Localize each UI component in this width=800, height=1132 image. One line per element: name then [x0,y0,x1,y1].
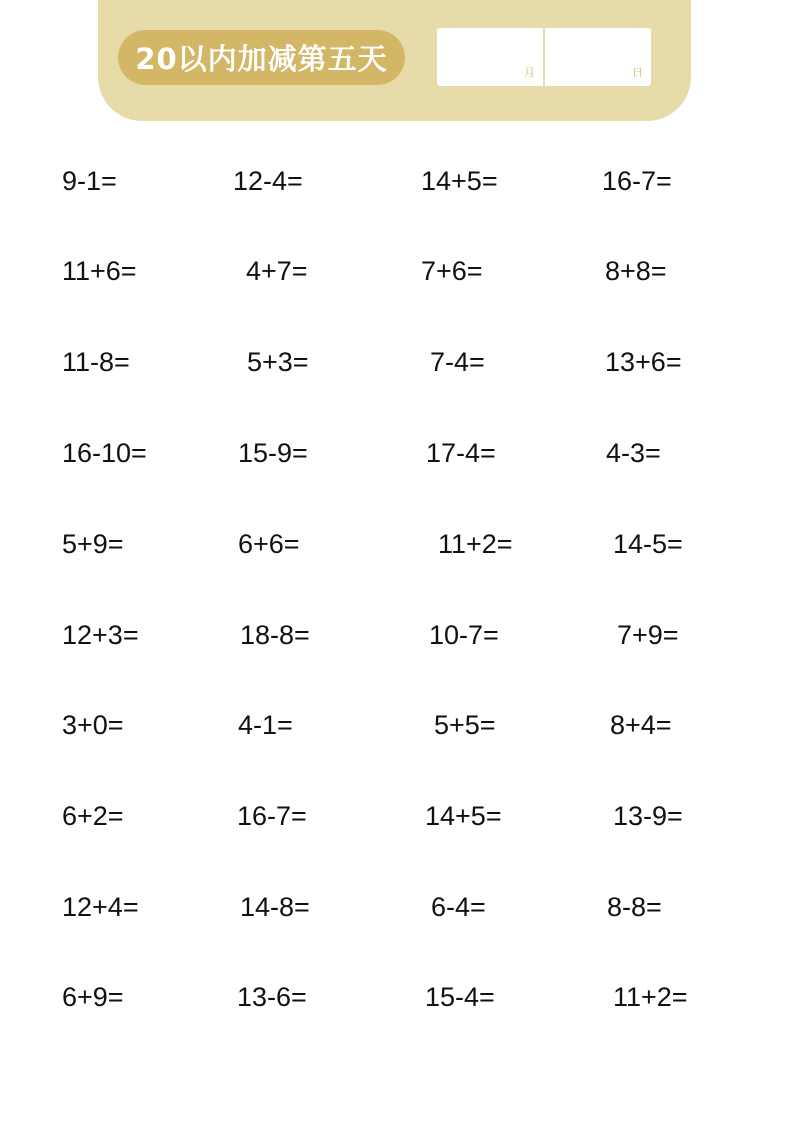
arithmetic-problem: 5+9= [62,529,124,559]
arithmetic-problem: 6+9= [62,982,124,1012]
arithmetic-problem: 4+7= [246,256,308,286]
arithmetic-problem: 13-9= [613,801,683,831]
day-label: 日 [632,66,643,79]
arithmetic-problem: 15-9= [238,438,308,468]
arithmetic-problem: 14-5= [613,529,683,559]
arithmetic-problem: 13-6= [237,982,307,1012]
arithmetic-problem: 14+5= [425,801,502,831]
arithmetic-problem: 17-4= [426,438,496,468]
arithmetic-problem: 4-3= [606,438,661,468]
arithmetic-problem: 11-8= [62,347,130,377]
arithmetic-problem: 12-4= [233,166,303,196]
arithmetic-problem: 13+6= [605,347,682,377]
arithmetic-problem: 18-8= [240,620,310,650]
arithmetic-problem: 14-8= [240,892,310,922]
arithmetic-problem: 8+4= [610,710,672,740]
arithmetic-problem: 7+9= [617,620,679,650]
arithmetic-problem: 6-4= [431,892,486,922]
arithmetic-problem: 5+3= [247,347,309,377]
arithmetic-problem: 11+6= [62,256,137,286]
arithmetic-problem: 8-8= [607,892,662,922]
arithmetic-problem: 7-4= [430,347,485,377]
arithmetic-problem: 15-4= [425,982,495,1012]
arithmetic-problem: 11+2= [613,982,688,1012]
arithmetic-problem: 12+3= [62,620,139,650]
arithmetic-problem: 10-7= [429,620,499,650]
arithmetic-problem: 6+2= [62,801,124,831]
arithmetic-problem: 14+5= [421,166,498,196]
worksheet-title: 20以内加减第五天 [135,42,388,76]
arithmetic-problem: 4-1= [238,710,293,740]
arithmetic-problem: 16-7= [237,801,307,831]
arithmetic-problem: 5+5= [434,710,496,740]
arithmetic-problem: 16-10= [62,438,147,468]
arithmetic-problem: 12+4= [62,892,139,922]
arithmetic-problem: 16-7= [602,166,672,196]
arithmetic-problem: 11+2= [438,529,513,559]
arithmetic-problem: 9-1= [62,166,117,196]
arithmetic-problem: 7+6= [421,256,483,286]
arithmetic-problem: 8+8= [605,256,667,286]
month-label: 月 [524,66,535,79]
arithmetic-problem: 3+0= [62,710,124,740]
arithmetic-problem: 6+6= [238,529,300,559]
